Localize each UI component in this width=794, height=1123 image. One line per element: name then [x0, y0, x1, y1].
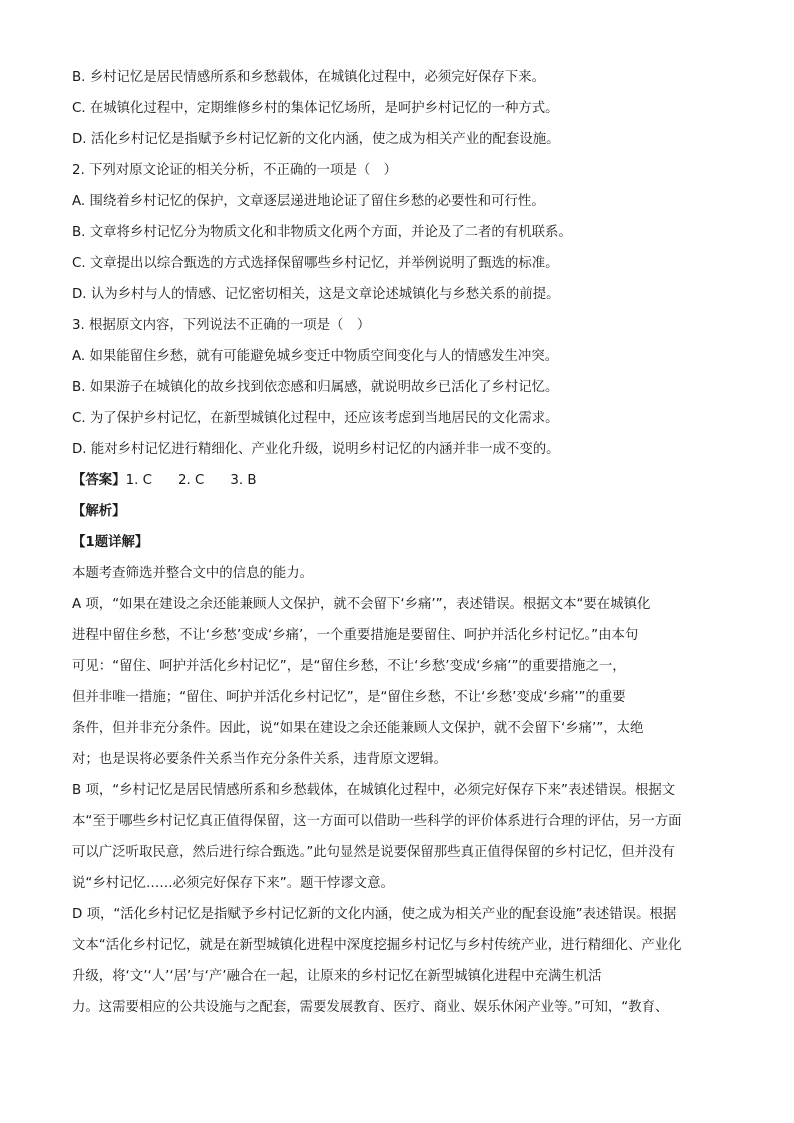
q3-stem: 3. 根据原文内容，下列说法不正确的一项是（ ）: [72, 318, 371, 333]
explanation-b-line: 说“乡村记忆……必须完好保存下来”。题干悖谬文意。: [72, 876, 394, 891]
answer-line: [72, 465, 732, 496]
q1-option-c: C. 在城镇化过程中，定期维修乡村的集体记忆场所，是呵护乡村记忆的一种方式。: [72, 101, 559, 116]
answer-tag: 【答案】: [72, 473, 126, 488]
q2-option-b: B. 文章将乡村记忆分为物质文化和非物质文化两个方面，并论及了二者的有机联系。: [72, 225, 572, 240]
explanation-b-line: 可以广泛听取民意，然后进行综合甄选。”此句显然是说要保留那些真正值得保留的乡村记忆，但并没有: [72, 845, 675, 860]
explanation-a-line: A 项，“如果在建设之余还能兼顾人文保护，就不会留下‘乡痛’”，表述错误。根据文本“要在城镇化: [72, 597, 651, 612]
explanation-b-line: B 项，“乡村记忆是居民情感所系和乡愁载体，在城镇化过程中，必须完好保存下来”表述错误。根据文: [72, 783, 676, 798]
explanation-a-line: 条件，但并非充分条件。因此，说“如果在建设之余还能兼顾人文保护，就不会留下‘乡痛’”，太绝: [72, 721, 644, 736]
q2-option-a: A. 围绕着乡村记忆的保护，文章逐层递进地论证了留住乡愁的必要性和可行性。: [72, 194, 545, 209]
document-content: [72, 62, 732, 1023]
answer-item-1: 1. C: [125, 473, 152, 488]
explanation-a-line: 但并非唯一措施；“留住、呵护并活化乡村记忆”，是“留住乡愁，不让‘乡愁’变成‘乡痛’”的重要: [72, 690, 626, 705]
explanation-a-line: 进程中留住乡愁，不让‘乡愁’变成‘乡痛’，一个重要措施是要留住、呵护并活化乡村记忆。”由本句: [72, 628, 639, 643]
q2-stem: 2. 下列对原文论证的相关分析，不正确的一项是（ ）: [72, 163, 398, 178]
explanation-a-line: 可见：“留住、呵护并活化乡村记忆”，是“留住乡愁，不让‘乡愁’变成‘乡痛’”的重要措施之一，: [72, 659, 626, 674]
q3-option-a: A. 如果能留住乡愁，就有可能避免城乡变迁中物质空间变化与人的情感发生冲突。: [72, 349, 559, 364]
detail-tag: 【1题详解】: [72, 535, 149, 550]
q3-option-c: C. 为了保护乡村记忆，在新型城镇化过程中，还应该考虑到当地居民的文化需求。: [72, 411, 559, 426]
answer-item-3: 3. B: [230, 473, 257, 488]
explanation-a-line: 对；也是误将必要条件关系当作充分条件关系，违背原文逻辑。: [72, 752, 447, 767]
analysis-tag: 【解析】: [72, 504, 126, 519]
q2-option-d: D. 认为乡村与人的情感、记忆密切相关，这是文章论述城镇化与乡愁关系的前提。: [72, 287, 560, 302]
intro-text: 本题考查筛选并整合文中的信息的能力。: [72, 566, 314, 581]
explanation-d-line: 力。这需要相应的公共设施与之配套，需要发展教育、医疗、商业、娱乐休闲产业等。”可知，“教育、: [72, 1000, 669, 1015]
q3-option-b: B. 如果游子在城镇化的故乡找到依恋感和归属感，就说明故乡已活化了乡村记忆。: [72, 380, 559, 395]
q3-option-d: D. 能对乡村记忆进行精细化、产业化升级，说明乡村记忆的内涵并非一成不变的。: [72, 442, 560, 457]
q1-option-d: D. 活化乡村记忆是指赋予乡村记忆新的文化内涵，使之成为相关产业的配套设施。: [72, 132, 560, 147]
q2-option-c: C. 文章提出以综合甄选的方式选择保留哪些乡村记忆，并举例说明了甄选的标准。: [72, 256, 559, 271]
explanation-b-line: 本“至于哪些乡村记忆真正值得保留，这一方面可以借助一些科学的评价体系进行合理的评估，另一方面: [72, 814, 682, 829]
explanation-d-line: 升级，将‘文’‘人’‘居’与‘产’融合在一起，让原来的乡村记忆在新型城镇化进程中充满生机活: [72, 969, 602, 984]
explanation-d-line: D 项，“活化乡村记忆是指赋予乡村记忆新的文化内涵，使之成为相关产业的配套设施”表述错误。根据: [72, 907, 677, 922]
q1-option-b: B. 乡村记忆是居民情感所系和乡愁载体，在城镇化过程中，必须完好保存下来。: [72, 70, 545, 85]
answer-item-2: 2. C: [177, 473, 205, 488]
explanation-d-line: 文本“活化乡村记忆，就是在新型城镇化进程中深度挖掘乡村记忆与乡村传统产业，进行精细化、产业化: [72, 938, 682, 953]
